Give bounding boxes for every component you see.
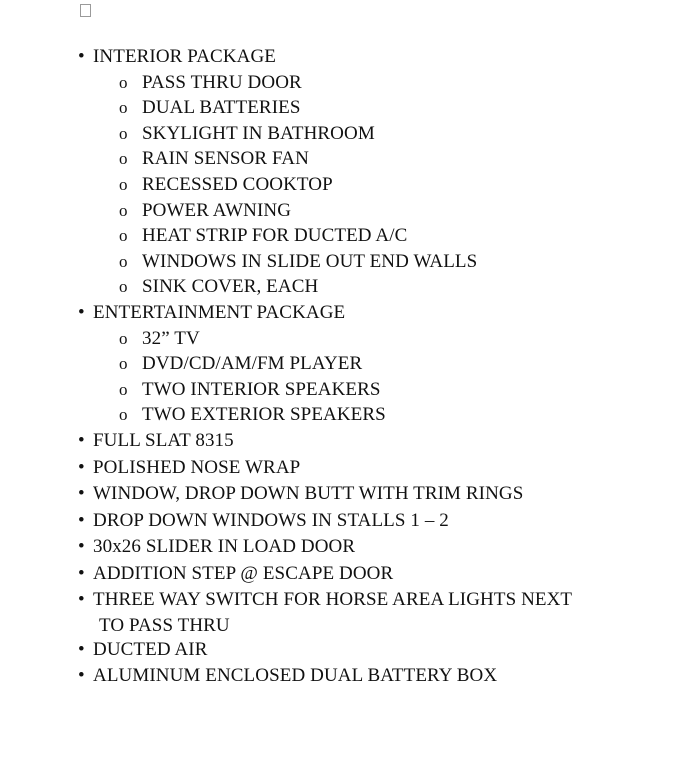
list-item: [0, 481, 674, 507]
bullet-icon: •: [78, 301, 85, 323]
list-item: [0, 428, 674, 454]
list-item: [0, 377, 674, 403]
circle-bullet-icon: o: [119, 174, 128, 194]
list-item: [0, 95, 674, 121]
circle-bullet-icon: o: [119, 200, 128, 220]
bullet-icon: •: [78, 483, 85, 505]
list-item-text: THREE WAY SWITCH FOR HORSE AREA LIGHTS NEXT: [93, 589, 573, 611]
list-item-text: POLISHED NOSE WRAP: [93, 456, 301, 478]
list-item-text: TWO INTERIOR SPEAKERS: [142, 378, 381, 400]
list-item-text: RECESSED COOKTOP: [142, 173, 333, 195]
list-item: [0, 172, 674, 198]
list-item-text: INTERIOR PACKAGE: [93, 46, 276, 67]
bullet-icon: •: [78, 429, 85, 451]
list-item: [0, 508, 674, 534]
list-item: [0, 70, 674, 96]
list-item-text-continued: TO PASS THRU: [99, 615, 230, 637]
circle-bullet-icon: o: [119, 328, 128, 348]
list-item-text: WINDOW, DROP DOWN BUTT WITH TRIM RINGS: [93, 483, 524, 505]
list-item-text: DVD/CD/AM/FM PLAYER: [142, 353, 363, 375]
list-item: [0, 121, 674, 147]
list-item-text: PASS THRU DOOR: [142, 71, 302, 93]
checkbox-icon[interactable]: [80, 4, 91, 17]
list-item: [0, 561, 674, 587]
circle-bullet-icon: o: [119, 251, 128, 271]
bullet-icon: •: [78, 589, 85, 611]
circle-bullet-icon: o: [119, 72, 128, 92]
list-item-text: SKYLIGHT IN BATHROOM: [142, 122, 375, 144]
circle-bullet-icon: o: [119, 149, 128, 169]
bullet-list: [0, 44, 674, 689]
circle-bullet-icon: o: [119, 277, 128, 297]
list-item: [0, 326, 674, 352]
list-item: [0, 44, 674, 70]
list-item-text: DROP DOWN WINDOWS IN STALLS 1 – 2: [93, 509, 449, 531]
circle-bullet-icon: o: [119, 379, 128, 399]
list-item: [0, 249, 674, 275]
list-item: [0, 274, 674, 300]
list-item: [0, 351, 674, 377]
circle-bullet-icon: o: [119, 226, 128, 246]
list-item-text: ENTERTAINMENT PACKAGE: [93, 301, 346, 323]
circle-bullet-icon: o: [119, 354, 128, 374]
list-item: [0, 663, 674, 689]
list-item-text: ALUMINUM ENCLOSED DUAL BATTERY BOX: [93, 665, 498, 687]
list-item: [0, 198, 674, 224]
list-item-text: DUAL BATTERIES: [142, 97, 301, 119]
list-item-text: FULL SLAT 8315: [93, 429, 234, 451]
list-item: [0, 402, 674, 428]
list-item-text: TWO EXTERIOR SPEAKERS: [142, 404, 386, 426]
list-item-text: 30x26 SLIDER IN LOAD DOOR: [93, 536, 356, 558]
list-item-text: WINDOWS IN SLIDE OUT END WALLS: [142, 250, 478, 272]
list-item: [0, 300, 674, 326]
bullet-icon: •: [78, 638, 85, 660]
bullet-icon: •: [78, 536, 85, 558]
bullet-icon: •: [78, 665, 85, 687]
list-item: [0, 587, 674, 638]
list-item-text: SINK COVER, EACH: [142, 276, 319, 298]
list-item: [0, 146, 674, 172]
bullet-icon: •: [78, 46, 85, 67]
circle-bullet-icon: o: [119, 123, 128, 143]
list-item-text: ADDITION STEP @ ESCAPE DOOR: [93, 562, 394, 584]
list-item: [0, 455, 674, 481]
list-item: [0, 637, 674, 663]
list-item-text: RAIN SENSOR FAN: [142, 148, 309, 170]
list-item: [0, 534, 674, 560]
bullet-icon: •: [78, 562, 85, 584]
circle-bullet-icon: o: [119, 405, 128, 425]
circle-bullet-icon: o: [119, 98, 128, 118]
bullet-icon: •: [78, 456, 85, 478]
list-item: [0, 223, 674, 249]
list-item-text: DUCTED AIR: [93, 638, 208, 660]
list-item-text: HEAT STRIP FOR DUCTED A/C: [142, 225, 408, 247]
list-item-text: 32” TV: [142, 327, 200, 349]
bullet-icon: •: [78, 509, 85, 531]
list-item-text: POWER AWNING: [142, 199, 292, 221]
